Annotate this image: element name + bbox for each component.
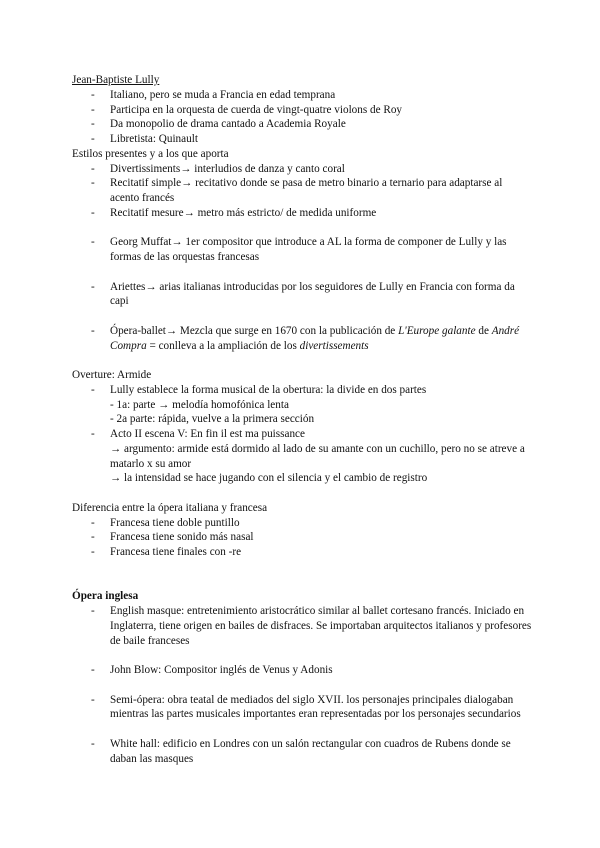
list-item: - Recitatif simple→ recitativo donde se pasa de metro binario a ternario para adaptarse al acento francés bbox=[72, 176, 534, 206]
sub-item: - 1a: parte → melodía homofónica lenta bbox=[110, 398, 289, 411]
list-item: - White hall: edificio en Londres con un salón rectangular con cuadros de Rubens donde se daban las masques bbox=[72, 737, 534, 767]
list-item: - Semi-ópera: obra teatal de mediados del siglo XVII. los personajes principales dialogaban mientras las partes musicales importantes eran representadas por los personajes secundarios bbox=[72, 693, 534, 723]
italic-title: L'Europe galante bbox=[398, 324, 476, 337]
heading-opera-inglesa: Ópera inglesa bbox=[72, 590, 139, 603]
list-item: - Georg Muffat→ 1er compositor que introduce a AL la forma de componer de Lully y las formas de las orquestas francesas bbox=[72, 235, 534, 265]
sub-item: → argumento: armide está dormido al lado de su amante con un cuchillo, pero no se atreve a matarlo x su amor bbox=[110, 442, 525, 470]
list-item: - Da monopolio de drama cantado a Academia Royale bbox=[72, 117, 534, 132]
document-page bbox=[72, 73, 534, 766]
list-item: - Acto II escena V: En fin il est ma puissance bbox=[72, 427, 534, 442]
list-item: - John Blow: Compositor inglés de Venus y Adonis bbox=[72, 663, 534, 678]
sub-item: → la intensidad se hace jugando con el silencia y el cambio de registro bbox=[110, 472, 428, 485]
list-item: - Francesa tiene finales con -re bbox=[72, 545, 534, 560]
italic-term: divertissements bbox=[299, 339, 369, 352]
list-item: - Lully establece la forma musical de la obertura: la divide en dos partes bbox=[72, 383, 534, 398]
sub-item: - 2a parte: rápida, vuelve a la primera sección bbox=[110, 413, 315, 426]
list-item: - Italiano, pero se muda a Francia en edad temprana bbox=[72, 88, 534, 103]
list-item: - Ariettes→ arias italianas introducidas por los seguidores de Lully en Francia con forma da capi bbox=[72, 280, 534, 310]
list-item: - Recitatif mesure→ metro más estricto/ de medida uniforme bbox=[72, 206, 534, 221]
text: = conlleva a la ampliación de los bbox=[146, 339, 300, 352]
list-item: - Libretista: Quinault bbox=[72, 132, 534, 147]
list-item: - Participa en la orquesta de cuerda de vingt-quatre violons de Roy bbox=[72, 103, 534, 118]
text: de bbox=[475, 324, 492, 337]
list-item: - Divertissiments→ interludios de danza y canto coral bbox=[72, 162, 534, 177]
text: Ópera-ballet→ Mezcla que surge en 1670 con la publicación de bbox=[110, 324, 399, 337]
list-item: - Francesa tiene sonido más nasal bbox=[72, 530, 534, 545]
heading-lully: Jean-Baptiste Lully bbox=[72, 74, 160, 86]
list-item-opera-ballet bbox=[72, 324, 534, 354]
heading-overture: Overture: Armide bbox=[72, 369, 152, 381]
italic-author: André Compra bbox=[110, 324, 520, 352]
list-item: - English masque: entretenimiento aristocrático similar al ballet cortesano francés. Iniciado en Inglaterra, tiene origen en bailes de disfraces. Se importaban arquitectos italianos y profesores de baile franceses bbox=[72, 604, 534, 648]
heading-diferencia: Diferencia entre la ópera italiana y francesa bbox=[72, 501, 268, 514]
heading-estilos: Estilos presentes y a los que aporta bbox=[72, 147, 229, 160]
list-item: - Francesa tiene doble puntillo bbox=[72, 516, 534, 531]
